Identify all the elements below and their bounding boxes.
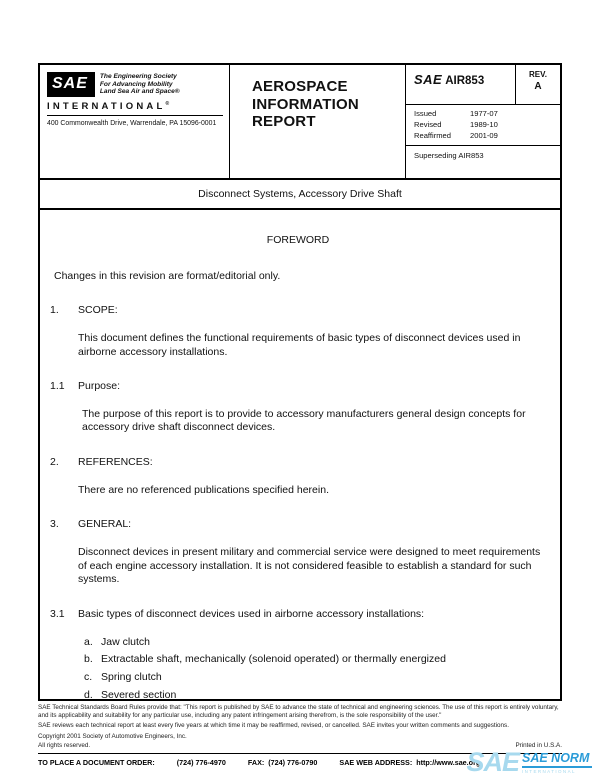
foreword-heading: FOREWORD: [266, 234, 330, 246]
tagline-line-1: The Engineering Society: [99, 73, 177, 80]
copyright-line: Copyright 2001 Society of Automotive Engineers, Inc.: [38, 732, 187, 740]
section-number: 1.1: [50, 380, 65, 393]
web-group: [339, 758, 480, 767]
tagline-line-3: Land Sea Air and Space®: [99, 88, 180, 96]
logo-row: [47, 72, 223, 97]
section-number: 3.: [50, 518, 59, 531]
fax-number: (724) 776-0790: [268, 757, 318, 767]
fax-group: [248, 758, 318, 767]
legal-notice-1: SAE Technical Standards Board Rules provide that: "This report is published by SAE to advance the state of technical and engineering sciences. The use of this report is entirely voluntary, and its applicability and suitability for any particular use, including any patent infringement arising therefrom, is the sole responsibility of the user.": [38, 704, 559, 720]
publisher-address: 400 Commonwealth Drive, Warrendale, PA 15096-0001: [47, 120, 217, 127]
document-title: Disconnect Systems, Accessory Drive Shaft: [40, 180, 560, 210]
section-3-paragraph: Disconnect devices in present military and commercial service were designed to meet requirements of each engine accessory installation. It is not considered feasible to establish a standard for such systems.: [78, 546, 541, 586]
list-item: b. Extractable shaft, mechanically (solenoid operated) or thermally energized: [84, 653, 446, 666]
list-item: d. Severed section: [84, 688, 177, 701]
section-number: 2.: [50, 456, 59, 469]
saenorm-text-block: [522, 750, 592, 775]
section-title: Purpose:: [78, 380, 121, 393]
doc-brand: SAE: [414, 72, 443, 87]
saenorm-underline: [522, 766, 592, 768]
tagline-line-2: For Advancing Mobility: [99, 80, 173, 88]
document-body: [40, 210, 560, 702]
order-phone: (724) 776-4970: [176, 757, 226, 767]
section-2-paragraph: There are no referenced publications specified herein.: [78, 483, 329, 496]
section-1-heading: [50, 304, 546, 318]
report-type-title: AEROSPACE INFORMATION REPORT: [252, 78, 359, 131]
saenorm-watermark: [466, 746, 592, 777]
section-1-1-heading: [50, 380, 546, 394]
rev-label: REV.: [529, 70, 547, 79]
web-url: http://www.sae.org: [416, 757, 481, 767]
list-item: a. Jaw clutch: [84, 635, 151, 648]
rev-value: A: [534, 81, 542, 92]
section-title: GENERAL:: [78, 518, 132, 531]
order-label: TO PLACE A DOCUMENT ORDER:: [38, 757, 155, 767]
international-label: INTERNATIONAL®: [47, 101, 223, 116]
saenorm-name: SAE NORM: [522, 750, 590, 765]
section-title: SCOPE:: [78, 304, 118, 317]
saenorm-subrow: [522, 769, 592, 774]
issued-row: Issued 1977-07: [414, 109, 498, 118]
section-title: REFERENCES:: [78, 456, 153, 469]
section-title: Basic types of disconnect devices used in airborne accessory installations:: [78, 607, 425, 620]
section-number: 3.1: [50, 607, 65, 620]
section-2-heading: [50, 456, 546, 470]
web-label: SAE WEB ADDRESS:: [339, 757, 413, 767]
issued-date: 1977-07: [470, 109, 498, 118]
list-item: c. Spring clutch: [84, 670, 162, 683]
legal-notice-2: SAE reviews each technical report at least every five years at which time it may be reaffirmed, revised, or cancelled. SAE invites your written comments and suggestions.: [38, 722, 509, 730]
doc-number: SAE AIR853: [406, 65, 516, 104]
doc-id-row: [406, 65, 560, 105]
disconnect-types-list: [84, 636, 546, 703]
revised-row: Revised 1989-10: [414, 120, 498, 129]
registered-mark: ®: [165, 101, 170, 107]
superseding-note: Superseding AIR853: [414, 151, 484, 160]
sae-logo: SAE: [47, 72, 95, 97]
reaffirmed-date: 2001-09: [470, 131, 498, 140]
section-1-1-paragraph: The purpose of this report is to provide to accessory manufacturers general design concepts for accessory drive shaft disconnect devices.: [82, 407, 526, 434]
section-3-heading: [50, 518, 546, 532]
sae-watermark-glyph: SAE: [466, 746, 519, 777]
document-frame: [38, 63, 562, 701]
section-number: 1.: [50, 304, 59, 317]
report-type-block: [230, 65, 406, 178]
rights-reserved: All rights reserved.: [38, 741, 91, 749]
document-header: [40, 65, 560, 180]
printed-in: Printed in U.S.A.: [515, 741, 562, 749]
doc-id-block: [406, 65, 560, 178]
reaffirmed-row: Reaffirmed 2001-09: [414, 131, 498, 140]
section-3-1-heading: [50, 608, 546, 622]
saenorm-subtext: INTERNATIONAL: [522, 769, 576, 774]
fax-label: FAX:: [247, 757, 265, 767]
revision-box: [516, 65, 560, 104]
publisher-tagline: [100, 72, 180, 96]
publisher-block: [40, 65, 230, 178]
section-1-paragraph: This document defines the functional requirements of basic types of disconnect devices used in airborne accessory installations.: [78, 331, 521, 358]
date-history: [406, 105, 560, 146]
foreword-text: Changes in this revision are format/editorial only.: [54, 269, 281, 282]
revised-date: 1989-10: [470, 120, 498, 129]
